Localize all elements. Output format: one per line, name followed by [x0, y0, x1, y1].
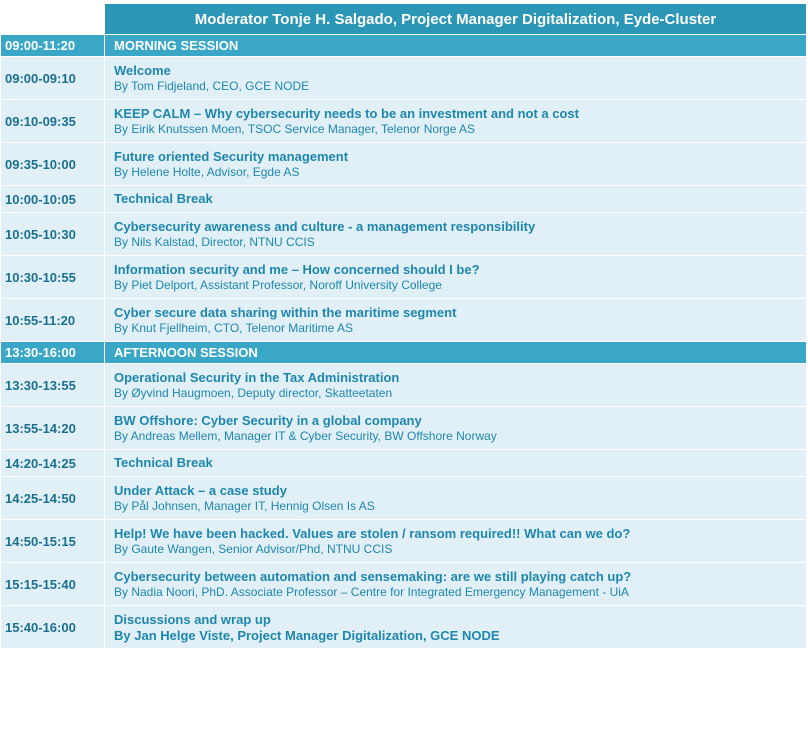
- agenda-row: [1, 563, 807, 606]
- agenda-speaker: By Helene Holte, Advisor, Egde AS: [114, 164, 300, 179]
- agenda-time: 14:20-14:25: [1, 450, 105, 477]
- agenda-time: 10:00-10:05: [1, 186, 105, 213]
- session-time: 09:00-11:20: [1, 35, 105, 57]
- agenda-time: 15:40-16:00: [1, 606, 105, 649]
- agenda-topic: [105, 186, 807, 213]
- agenda-row: [1, 364, 807, 407]
- agenda-title: KEEP CALM – Why cybersecurity needs to be an investment and not a cost: [114, 105, 579, 121]
- agenda-speaker: By Nadia Noori, PhD. Associate Professor – Centre for Integrated Emergency Management - UiA: [114, 584, 629, 599]
- agenda-row: [1, 520, 807, 563]
- agenda-time: 10:30-10:55: [1, 256, 105, 299]
- agenda-title: Discussions and wrap up: [114, 611, 271, 627]
- agenda-speaker: By Gaute Wangen, Senior Advisor/Phd, NTNU CCIS: [114, 541, 393, 556]
- agenda-speaker: By Jan Helge Viste, Project Manager Digitalization, GCE NODE: [114, 627, 500, 643]
- agenda-topic: [105, 299, 807, 342]
- session-title: MORNING SESSION: [105, 35, 807, 57]
- agenda-topic: [105, 143, 807, 186]
- agenda-time: 09:10-09:35: [1, 100, 105, 143]
- agenda-speaker: By Øyvind Haugmoen, Deputy director, Skatteetaten: [114, 385, 393, 400]
- agenda-speaker: By Piet Delport, Assistant Professor, Noroff University College: [114, 277, 442, 292]
- agenda-title: Cybersecurity awareness and culture - a management responsibility: [114, 218, 536, 234]
- header-empty-cell: [1, 4, 105, 35]
- agenda-topic: [105, 477, 807, 520]
- agenda-row: [1, 143, 807, 186]
- agenda-topic: [105, 520, 807, 563]
- agenda-time: 14:50-15:15: [1, 520, 105, 563]
- agenda-topic: [105, 213, 807, 256]
- agenda-title: Help! We have been hacked. Values are stolen / ransom required!! What can we do?: [114, 525, 631, 541]
- agenda-time: 13:30-13:55: [1, 364, 105, 407]
- agenda-speaker: By Knut Fjellheim, CTO, Telenor Maritime AS: [114, 320, 353, 335]
- agenda-topic: [105, 364, 807, 407]
- agenda-row: [1, 299, 807, 342]
- agenda-title: Technical Break: [114, 191, 213, 206]
- agenda-title: Under Attack – a case study: [114, 482, 287, 498]
- agenda-time: 10:55-11:20: [1, 299, 105, 342]
- agenda-title: Operational Security in the Tax Administration: [114, 369, 400, 385]
- agenda-time: 15:15-15:40: [1, 563, 105, 606]
- agenda-topic: [105, 563, 807, 606]
- session-row: [1, 342, 807, 364]
- agenda-title: Information security and me – How concerned should I be?: [114, 261, 480, 277]
- agenda-row: [1, 256, 807, 299]
- header-row: [1, 4, 807, 35]
- agenda-topic: [105, 100, 807, 143]
- agenda-title: Future oriented Security management: [114, 148, 349, 164]
- agenda-row: [1, 100, 807, 143]
- agenda-topic: [105, 407, 807, 450]
- agenda-topic: [105, 450, 807, 477]
- agenda-row: [1, 407, 807, 450]
- agenda-row: [1, 477, 807, 520]
- agenda-row: [1, 606, 807, 649]
- session-title: AFTERNOON SESSION: [105, 342, 807, 364]
- session-time: 13:30-16:00: [1, 342, 105, 364]
- agenda-speaker: By Tom Fidjeland, CEO, GCE NODE: [114, 78, 310, 93]
- agenda-title: Welcome: [114, 62, 171, 78]
- agenda-table: [0, 3, 807, 649]
- agenda-row: [1, 186, 807, 213]
- agenda-speaker: By Nils Kalstad, Director, NTNU CCIS: [114, 234, 315, 249]
- agenda-speaker: By Pål Johnsen, Manager IT, Hennig Olsen Is AS: [114, 498, 375, 513]
- agenda-title: Technical Break: [114, 455, 213, 470]
- agenda-title: Cybersecurity between automation and sensemaking: are we still playing catch up?: [114, 568, 632, 584]
- agenda-time: 10:05-10:30: [1, 213, 105, 256]
- agenda-row: [1, 57, 807, 100]
- session-row: [1, 35, 807, 57]
- agenda-time: 09:00-09:10: [1, 57, 105, 100]
- agenda-time: 13:55-14:20: [1, 407, 105, 450]
- agenda-title: BW Offshore: Cyber Security in a global company: [114, 412, 422, 428]
- agenda-topic: [105, 57, 807, 100]
- agenda-speaker: By Eirik Knutssen Moen, TSOC Service Manager, Telenor Norge AS: [114, 121, 476, 136]
- agenda-time: 14:25-14:50: [1, 477, 105, 520]
- moderator-heading: Moderator Tonje H. Salgado, Project Manager Digitalization, Eyde-Cluster: [105, 4, 807, 35]
- agenda-topic: [105, 256, 807, 299]
- agenda-row: [1, 213, 807, 256]
- agenda-time: 09:35-10:00: [1, 143, 105, 186]
- agenda-row: [1, 450, 807, 477]
- agenda-topic: [105, 606, 807, 649]
- agenda-speaker: By Andreas Mellem, Manager IT & Cyber Security, BW Offshore Norway: [114, 428, 497, 443]
- agenda-title: Cyber secure data sharing within the maritime segment: [114, 304, 457, 320]
